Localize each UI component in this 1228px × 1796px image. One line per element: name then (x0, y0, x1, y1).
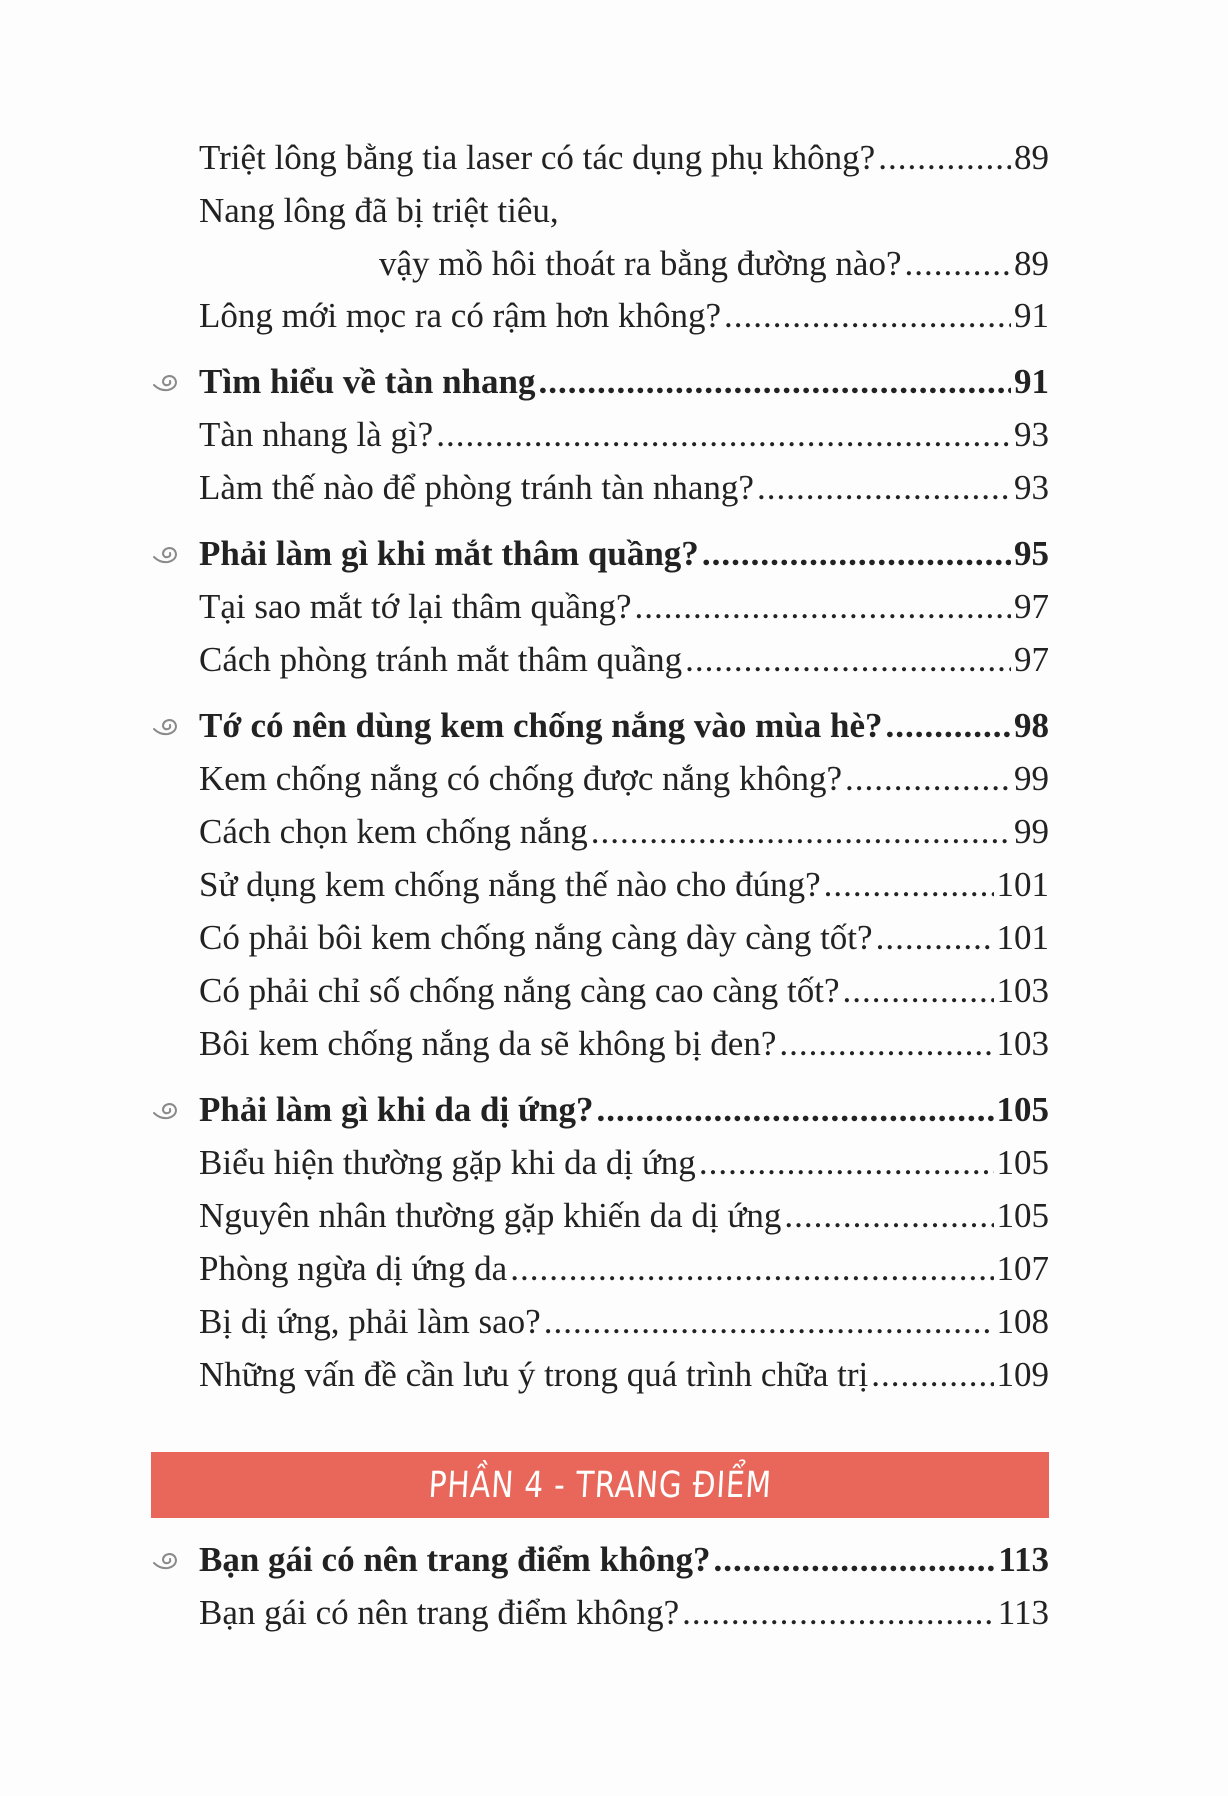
toc-page-number: 91 (1014, 362, 1049, 401)
toc-page-number: 101 (996, 918, 1049, 957)
toc-page-number: 99 (1014, 812, 1049, 851)
toc-entry-title: Sử dụng kem chống nắng thế nào cho đúng? (199, 865, 821, 904)
dot-leader (685, 638, 1011, 682)
toc-page-number: 91 (1014, 296, 1049, 335)
toc-entry[interactable] (199, 1300, 1049, 1344)
toc-page-number: 93 (1014, 468, 1049, 507)
dot-leader (510, 1247, 993, 1291)
dot-leader (591, 810, 1011, 854)
toc-entry-title: Có phải bôi kem chống nắng càng dày càng tốt? (199, 918, 873, 957)
toc-entry-title: Lông mới mọc ra có rậm hơn không? (199, 296, 722, 335)
toc-entry[interactable] (199, 1022, 1049, 1066)
toc-entry-title: Cách phòng tránh mắt thâm quầng (199, 640, 683, 679)
toc-entry-title: vậy mồ hôi thoát ra bằng đường nào? (379, 244, 902, 283)
toc-entry[interactable] (199, 1353, 1049, 1397)
toc-entry[interactable] (199, 916, 1049, 960)
toc-entry-title: Phòng ngừa dị ứng da (199, 1249, 508, 1288)
toc-page-number: 101 (996, 865, 1049, 904)
dot-leader (871, 1353, 993, 1397)
toc-entry[interactable] (199, 466, 1049, 510)
section-banner (151, 1452, 1049, 1518)
toc-page-number: 97 (1014, 640, 1049, 679)
dot-leader (713, 1538, 995, 1582)
toc-entry[interactable] (199, 1194, 1049, 1238)
dot-leader (886, 704, 1011, 748)
toc-page-number: 93 (1014, 415, 1049, 454)
toc-entry[interactable] (379, 242, 1049, 286)
dot-leader (702, 532, 1011, 576)
toc-heading[interactable] (199, 532, 1049, 576)
toc-page-number: 89 (1014, 244, 1049, 283)
toc-entry[interactable] (199, 413, 1049, 457)
dot-leader (544, 1300, 994, 1344)
toc-page-number: 95 (1014, 534, 1049, 573)
spiral-bullet-icon (152, 544, 180, 568)
dot-leader (779, 1022, 993, 1066)
toc-entry[interactable] (199, 757, 1049, 801)
toc-entry-title: Triệt lông bằng tia laser có tác dụng phụ không? (199, 138, 876, 177)
toc-entry[interactable] (199, 585, 1049, 629)
toc-page-number: 98 (1014, 706, 1049, 745)
toc-entry-title: Cách chọn kem chống nắng (199, 812, 588, 851)
toc-entry-title: Tàn nhang là gì? (199, 415, 434, 454)
spiral-bullet-icon (152, 1550, 180, 1574)
toc-heading[interactable] (199, 360, 1049, 404)
toc-entry[interactable] (199, 294, 1049, 338)
dot-leader (905, 242, 1012, 286)
toc-entry-title: Phải làm gì khi da dị ứng? (199, 1090, 594, 1129)
toc-page-number: 89 (1014, 138, 1049, 177)
toc-entry[interactable] (199, 136, 1049, 180)
toc-entry[interactable] (199, 638, 1049, 682)
dot-leader (724, 294, 1011, 338)
dot-leader (784, 1194, 993, 1238)
toc-entry-title: Tại sao mắt tớ lại thâm quầng? (199, 587, 632, 626)
toc-page-number: 103 (996, 1024, 1049, 1063)
toc-entry[interactable] (199, 969, 1049, 1013)
toc-entry-title: Làm thế nào để phòng tránh tàn nhang? (199, 468, 754, 507)
spiral-bullet-icon (152, 372, 180, 396)
toc-heading[interactable] (199, 1538, 1049, 1582)
toc-page-number: 105 (996, 1143, 1049, 1182)
dot-leader (876, 916, 994, 960)
toc-entry[interactable] (199, 863, 1049, 907)
toc-page-number: 108 (996, 1302, 1049, 1341)
toc-page-number: 113 (998, 1540, 1049, 1579)
toc-heading[interactable] (199, 704, 1049, 748)
dot-leader (757, 466, 1011, 510)
toc-entry-title: Tớ có nên dùng kem chống nắng vào mùa hè? (199, 706, 883, 745)
toc-page-number: 99 (1014, 759, 1049, 798)
section-banner-title: PHẦN 4 - TRANG ĐIỂM (427, 1464, 773, 1506)
dot-leader (596, 1088, 993, 1132)
dot-leader (843, 969, 994, 1013)
dot-leader (682, 1591, 995, 1635)
toc-entry-title: Bạn gái có nên trang điểm không? (199, 1540, 711, 1579)
dot-leader (699, 1141, 994, 1185)
toc-page-number: 97 (1014, 587, 1049, 626)
toc-page-number: 107 (996, 1249, 1049, 1288)
toc-entry-title: Phải làm gì khi mắt thâm quầng? (199, 534, 699, 573)
toc-page-number: 103 (996, 971, 1049, 1010)
toc-entry-title: Biểu hiện thường gặp khi da dị ứng (199, 1143, 696, 1182)
dot-leader (436, 413, 1011, 457)
toc-entry[interactable] (199, 1591, 1049, 1635)
toc-entry[interactable] (199, 810, 1049, 854)
spiral-bullet-icon (152, 1100, 180, 1124)
toc-entry-title: Nang lông đã bị triệt tiêu, (199, 191, 559, 230)
toc-entry[interactable] (199, 1141, 1049, 1185)
toc-entry-title: Bị dị ứng, phải làm sao? (199, 1302, 541, 1341)
toc-entry-title: Bôi kem chống nắng da sẽ không bị đen? (199, 1024, 777, 1063)
toc-entry[interactable] (199, 1247, 1049, 1291)
toc-page-number: 105 (996, 1196, 1049, 1235)
dot-leader (824, 863, 994, 907)
dot-leader (538, 360, 1011, 404)
toc-entry-title: Bạn gái có nên trang điểm không? (199, 1593, 680, 1632)
toc-entry-title: Kem chống nắng có chống được nắng không? (199, 759, 843, 798)
dot-leader (635, 585, 1011, 629)
toc-entry-title: Có phải chỉ số chống nắng càng cao càng tốt? (199, 971, 840, 1010)
dot-leader (845, 757, 1011, 801)
toc-page-number: 105 (996, 1090, 1049, 1129)
spiral-bullet-icon (152, 716, 180, 740)
toc-page-number: 113 (997, 1593, 1049, 1632)
toc-entry-title: Nguyên nhân thường gặp khiến da dị ứng (199, 1196, 782, 1235)
toc-page-number: 109 (996, 1355, 1049, 1394)
toc-entry[interactable] (199, 189, 559, 233)
dot-leader (878, 136, 1011, 180)
toc-entry-title: Những vấn đề cần lưu ý trong quá trình chữa trị (199, 1355, 869, 1394)
toc-entry-title: Tìm hiểu về tàn nhang (199, 362, 536, 401)
toc-heading[interactable] (199, 1088, 1049, 1132)
